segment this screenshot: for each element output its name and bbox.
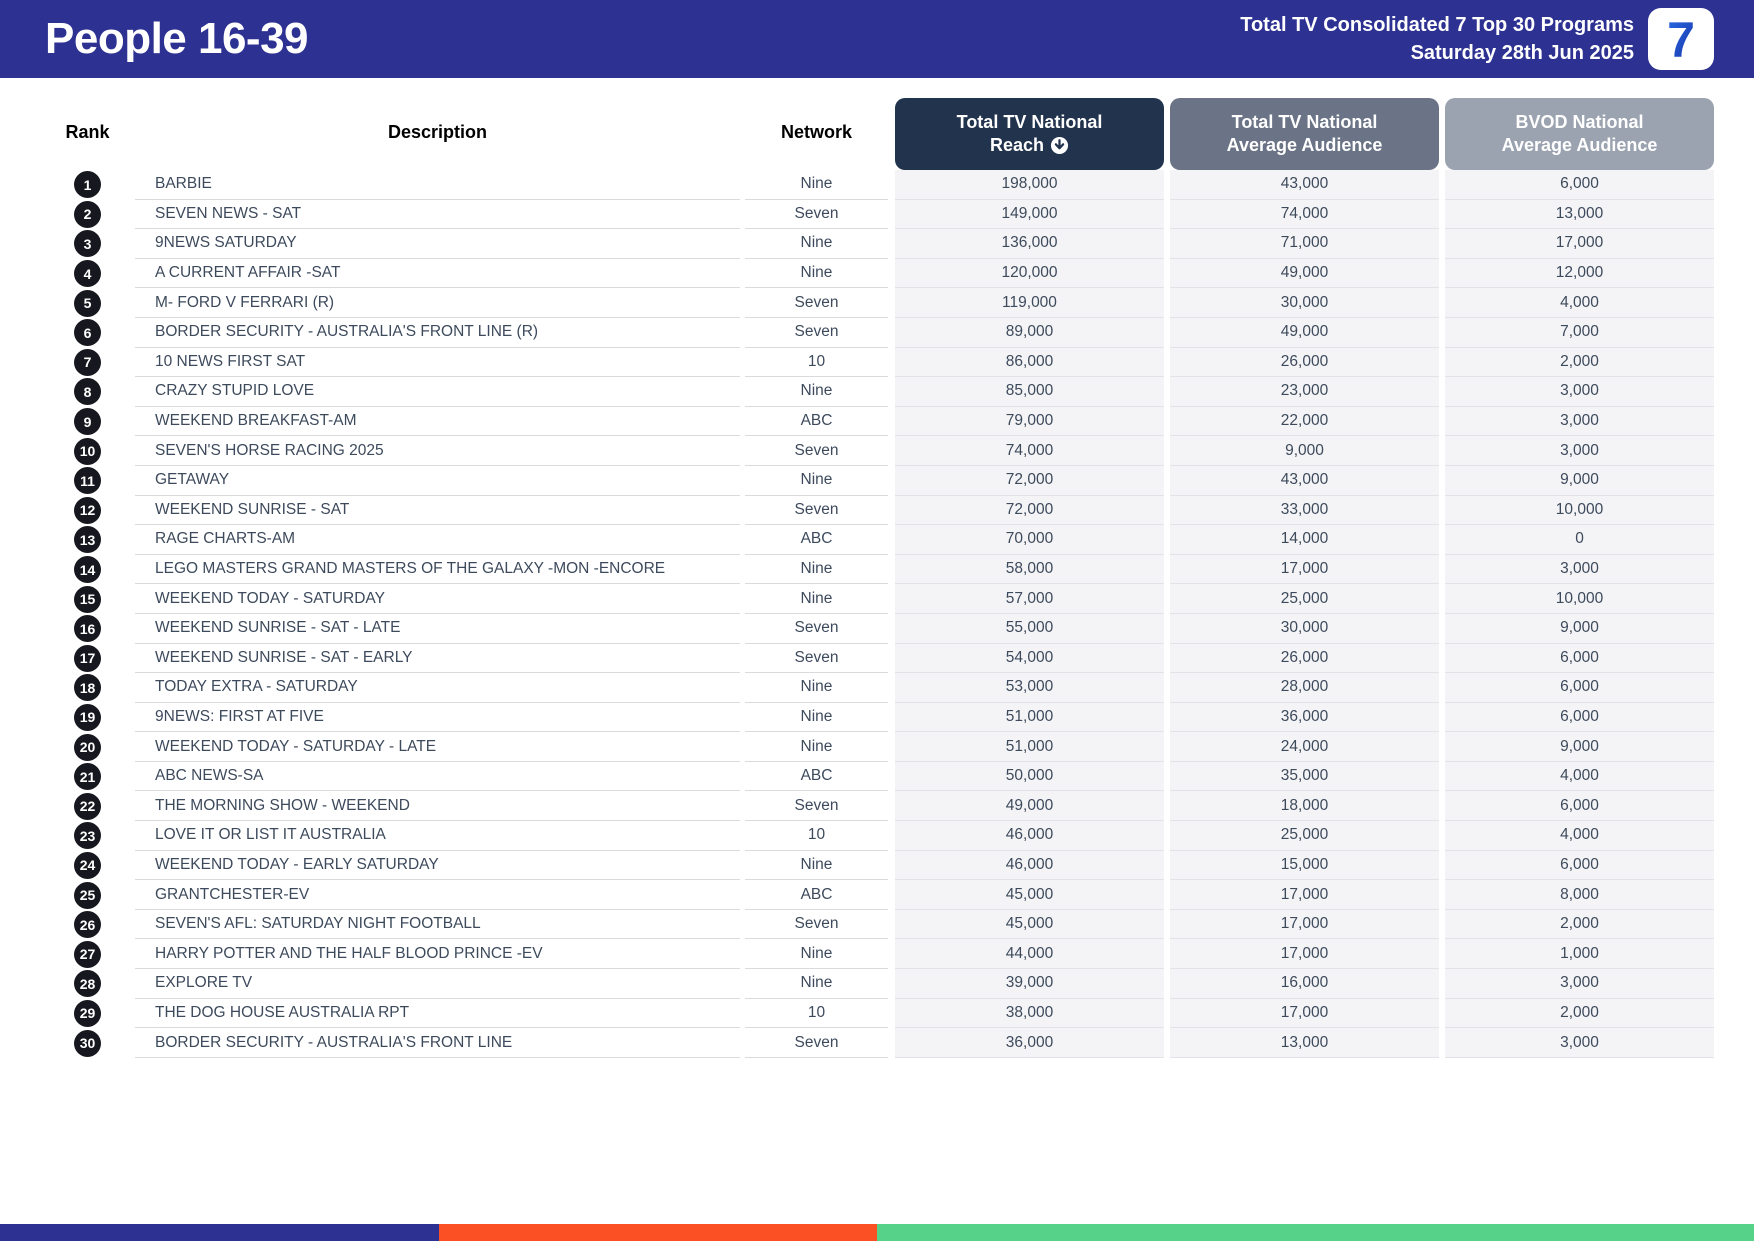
network-name: Seven [745,910,888,940]
reach-value: 89,000 [895,318,1164,348]
bvod-audience-value: 6,000 [1445,644,1714,674]
rank-cell [40,673,135,703]
program-description: HARRY POTTER AND THE HALF BLOOD PRINCE -EV [135,939,740,969]
table-row [40,880,1714,910]
reach-value: 120,000 [895,259,1164,289]
rank-cell [40,259,135,289]
header-band [0,0,1754,78]
rank-badge: 21 [74,763,101,790]
rank-cell [40,703,135,733]
program-description: SEVEN'S AFL: SATURDAY NIGHT FOOTBALL [135,910,740,940]
program-description: THE MORNING SHOW - WEEKEND [135,791,740,821]
reach-value: 70,000 [895,525,1164,555]
rank-cell [40,821,135,851]
avg-audience-value: 33,000 [1170,496,1439,526]
rank-badge: 4 [74,260,101,287]
program-description: LEGO MASTERS GRAND MASTERS OF THE GALAXY -MON -ENCORE [135,555,740,585]
avg-audience-value: 35,000 [1170,762,1439,792]
rank-cell [40,939,135,969]
table-row [40,407,1714,437]
bvod-audience-value: 7,000 [1445,318,1714,348]
avg-audience-value: 18,000 [1170,791,1439,821]
reach-value: 72,000 [895,496,1164,526]
network-name: Seven [745,644,888,674]
network-name: Nine [745,170,888,200]
network-name: Nine [745,939,888,969]
network-name: Nine [745,377,888,407]
network-name: Seven [745,1028,888,1058]
reach-value: 72,000 [895,466,1164,496]
avg-audience-value: 24,000 [1170,732,1439,762]
program-description: THE DOG HOUSE AUSTRALIA RPT [135,999,740,1029]
rank-badge: 10 [74,438,101,465]
rank-badge: 9 [74,408,101,435]
bvod-audience-value: 1,000 [1445,939,1714,969]
avg-audience-value: 43,000 [1170,466,1439,496]
program-description: BORDER SECURITY - AUSTRALIA'S FRONT LINE [135,1028,740,1058]
reach-value: 44,000 [895,939,1164,969]
bvod-audience-column-header[interactable] [1445,98,1714,170]
bvod-audience-value: 0 [1445,525,1714,555]
bvod-audience-value: 2,000 [1445,348,1714,378]
footer-bar-segment [439,1224,878,1241]
reach-value: 79,000 [895,407,1164,437]
reach-value: 55,000 [895,614,1164,644]
bvod-audience-value: 3,000 [1445,407,1714,437]
network-column-header: Network [780,122,852,142]
rank-cell [40,999,135,1029]
rank-badge: 3 [74,230,101,257]
reach-header-line2: Reach [989,135,1045,155]
rank-cell [40,200,135,230]
avg-audience-value: 26,000 [1170,348,1439,378]
network-name: Nine [745,259,888,289]
network-name: Nine [745,229,888,259]
top30-table [40,78,1714,1058]
table-row [40,200,1714,230]
network-name: Nine [745,732,888,762]
table-row [40,703,1714,733]
rank-badge: 13 [74,526,101,553]
program-description: BORDER SECURITY - AUSTRALIA'S FRONT LINE (R) [135,318,740,348]
program-description: WEEKEND BREAKFAST-AM [135,407,740,437]
rank-badge: 17 [74,645,101,672]
network-name: ABC [745,880,888,910]
rank-badge: 27 [74,941,101,968]
rank-badge: 28 [74,970,101,997]
table-row [40,318,1714,348]
description-column-header: Description [387,122,488,142]
avg-header-line2: Average Audience [1226,135,1383,155]
bvod-audience-value: 6,000 [1445,170,1714,200]
rank-badge: 14 [74,556,101,583]
network-name: Nine [745,969,888,999]
rank-cell [40,910,135,940]
avg-audience-value: 15,000 [1170,851,1439,881]
network-name: Nine [745,584,888,614]
program-description: 9NEWS: FIRST AT FIVE [135,703,740,733]
reach-value: 51,000 [895,732,1164,762]
table-header-row [40,78,1714,170]
bvod-audience-value: 4,000 [1445,762,1714,792]
avg-audience-value: 9,000 [1170,436,1439,466]
reach-value: 74,000 [895,436,1164,466]
bvod-audience-value: 6,000 [1445,703,1714,733]
bvod-header-line1: BVOD National [1515,111,1644,132]
program-description: M- FORD V FERRARI (R) [135,288,740,318]
reach-value: 45,000 [895,880,1164,910]
program-description: WEEKEND SUNRISE - SAT - LATE [135,614,740,644]
table-row [40,436,1714,466]
program-description: GRANTCHESTER-EV [135,880,740,910]
program-description: WEEKEND TODAY - EARLY SATURDAY [135,851,740,881]
reach-value: 46,000 [895,851,1164,881]
avg-audience-value: 23,000 [1170,377,1439,407]
table-row [40,584,1714,614]
reach-value: 136,000 [895,229,1164,259]
bvod-audience-value: 3,000 [1445,1028,1714,1058]
bvod-audience-value: 3,000 [1445,436,1714,466]
reach-value: 36,000 [895,1028,1164,1058]
rank-badge: 6 [74,319,101,346]
table-row [40,348,1714,378]
reach-value: 39,000 [895,969,1164,999]
table-row [40,229,1714,259]
subtitle-line1: Total TV Consolidated 7 Top 30 Programs [1240,14,1634,36]
bvod-audience-value: 4,000 [1445,821,1714,851]
rank-cell [40,969,135,999]
table-row [40,496,1714,526]
avg-audience-value: 36,000 [1170,703,1439,733]
program-description: ABC NEWS-SA [135,762,740,792]
table-row [40,910,1714,940]
reach-value: 198,000 [895,170,1164,200]
rank-badge: 1 [74,171,101,198]
table-row [40,288,1714,318]
program-description: EXPLORE TV [135,969,740,999]
rank-cell [40,880,135,910]
rank-badge: 2 [74,201,101,228]
rank-badge: 15 [74,586,101,613]
table-row [40,259,1714,289]
reach-value: 119,000 [895,288,1164,318]
table-row [40,821,1714,851]
rank-cell [40,377,135,407]
bvod-audience-value: 3,000 [1445,555,1714,585]
bvod-audience-value: 10,000 [1445,496,1714,526]
footer-bar-segment [0,1224,439,1241]
avg-audience-value: 74,000 [1170,200,1439,230]
avg-header-line1: Total TV National [1231,111,1378,132]
table-row [40,377,1714,407]
network-name: 10 [745,821,888,851]
program-description: WEEKEND TODAY - SATURDAY [135,584,740,614]
network-name: 10 [745,348,888,378]
table-row [40,939,1714,969]
avg-audience-value: 25,000 [1170,584,1439,614]
avg-audience-column-header[interactable] [1170,98,1439,170]
reach-value: 53,000 [895,673,1164,703]
rank-cell [40,791,135,821]
program-description: WEEKEND SUNRISE - SAT [135,496,740,526]
rank-badge: 24 [74,852,101,879]
network-name: Nine [745,673,888,703]
page-title: People 16-39 [45,14,309,63]
network-name: 10 [745,999,888,1029]
rank-cell [40,525,135,555]
table-row [40,614,1714,644]
rank-cell [40,348,135,378]
rank-cell [40,496,135,526]
rank-cell [40,584,135,614]
avg-audience-value: 13,000 [1170,1028,1439,1058]
table-row [40,525,1714,555]
reach-value: 57,000 [895,584,1164,614]
table-row [40,851,1714,881]
bvod-audience-value: 13,000 [1445,200,1714,230]
bvod-audience-value: 4,000 [1445,288,1714,318]
program-description: RAGE CHARTS-AM [135,525,740,555]
reach-value: 51,000 [895,703,1164,733]
reach-value: 50,000 [895,762,1164,792]
avg-audience-value: 30,000 [1170,288,1439,318]
rank-cell [40,436,135,466]
program-description: 10 NEWS FIRST SAT [135,348,740,378]
reach-value: 38,000 [895,999,1164,1029]
table-row [40,762,1714,792]
footer-color-bar [0,1224,1754,1241]
bvod-audience-value: 12,000 [1445,259,1714,289]
rank-cell [40,170,135,200]
report-subtitle [1240,11,1634,67]
rank-cell [40,1028,135,1058]
network-name: Seven [745,200,888,230]
avg-audience-value: 49,000 [1170,259,1439,289]
bvod-audience-value: 2,000 [1445,910,1714,940]
table-row [40,555,1714,585]
reach-header-line1: Total TV National [956,111,1103,132]
reach-column-header[interactable] [895,98,1164,170]
table-body [40,170,1714,1058]
table-row [40,466,1714,496]
bvod-header-line2: Average Audience [1501,135,1658,155]
avg-audience-value: 14,000 [1170,525,1439,555]
avg-audience-value: 26,000 [1170,644,1439,674]
program-description: WEEKEND SUNRISE - SAT - EARLY [135,644,740,674]
bvod-audience-value: 8,000 [1445,880,1714,910]
bvod-audience-value: 10,000 [1445,584,1714,614]
program-description: A CURRENT AFFAIR -SAT [135,259,740,289]
rank-cell [40,318,135,348]
rank-badge: 23 [74,822,101,849]
rank-badge: 8 [74,378,101,405]
rank-cell [40,851,135,881]
rank-cell [40,762,135,792]
rank-cell [40,229,135,259]
avg-audience-value: 49,000 [1170,318,1439,348]
network-name: Seven [745,614,888,644]
avg-audience-value: 25,000 [1170,821,1439,851]
network-name: Seven [745,791,888,821]
reach-value: 86,000 [895,348,1164,378]
bvod-audience-value: 3,000 [1445,969,1714,999]
reach-value: 49,000 [895,791,1164,821]
network-name: Seven [745,318,888,348]
table-row [40,791,1714,821]
rank-badge: 25 [74,882,101,909]
rank-badge: 16 [74,615,101,642]
program-description: BARBIE [135,170,740,200]
network-name: Seven [745,288,888,318]
seven-network-logo-icon [1648,8,1714,70]
avg-audience-value: 17,000 [1170,910,1439,940]
bvod-audience-value: 6,000 [1445,791,1714,821]
reach-value: 46,000 [895,821,1164,851]
footer-bar-segment [877,1224,1754,1241]
program-description: WEEKEND TODAY - SATURDAY - LATE [135,732,740,762]
bvod-audience-value: 3,000 [1445,377,1714,407]
rank-badge: 11 [74,467,101,494]
circle-down-arrow-icon [1050,136,1069,155]
network-name: ABC [745,762,888,792]
rank-cell [40,407,135,437]
network-name: Nine [745,466,888,496]
bvod-audience-value: 9,000 [1445,466,1714,496]
network-name: Nine [745,555,888,585]
network-name: Seven [745,436,888,466]
network-name: Nine [745,703,888,733]
avg-audience-value: 17,000 [1170,555,1439,585]
avg-audience-value: 22,000 [1170,407,1439,437]
rank-badge: 29 [74,1000,101,1027]
avg-audience-value: 17,000 [1170,939,1439,969]
program-description: LOVE IT OR LIST IT AUSTRALIA [135,821,740,851]
table-row [40,732,1714,762]
rank-badge: 7 [74,349,101,376]
header-right [1240,8,1754,70]
bvod-audience-value: 9,000 [1445,614,1714,644]
rank-cell [40,288,135,318]
network-name: Nine [745,851,888,881]
program-description: TODAY EXTRA - SATURDAY [135,673,740,703]
table-row [40,170,1714,200]
bvod-audience-value: 2,000 [1445,999,1714,1029]
rank-cell [40,644,135,674]
subtitle-line2: Saturday 28th Jun 2025 [1410,42,1634,64]
table-row [40,673,1714,703]
reach-value: 149,000 [895,200,1164,230]
avg-audience-value: 30,000 [1170,614,1439,644]
avg-audience-value: 28,000 [1170,673,1439,703]
table-row [40,969,1714,999]
rank-badge: 30 [74,1030,101,1057]
avg-audience-value: 71,000 [1170,229,1439,259]
table-row [40,644,1714,674]
rank-badge: 5 [74,290,101,317]
program-description: SEVEN NEWS - SAT [135,200,740,230]
network-name: Seven [745,496,888,526]
bvod-audience-value: 6,000 [1445,851,1714,881]
avg-audience-value: 43,000 [1170,170,1439,200]
rank-badge: 22 [74,793,101,820]
reach-value: 54,000 [895,644,1164,674]
table-row [40,1028,1714,1058]
program-description: 9NEWS SATURDAY [135,229,740,259]
reach-value: 58,000 [895,555,1164,585]
rank-badge: 12 [74,497,101,524]
rank-badge: 19 [74,704,101,731]
program-description: CRAZY STUPID LOVE [135,377,740,407]
bvod-audience-value: 6,000 [1445,673,1714,703]
avg-audience-value: 17,000 [1170,999,1439,1029]
program-description: SEVEN'S HORSE RACING 2025 [135,436,740,466]
rank-badge: 18 [74,674,101,701]
rank-cell [40,466,135,496]
network-name: ABC [745,525,888,555]
rank-badge: 26 [74,911,101,938]
bvod-audience-value: 9,000 [1445,732,1714,762]
bvod-audience-value: 17,000 [1445,229,1714,259]
rank-column-header: Rank [65,122,110,142]
rank-cell [40,555,135,585]
program-description: GETAWAY [135,466,740,496]
avg-audience-value: 17,000 [1170,880,1439,910]
svg-text:7: 7 [1667,13,1695,65]
rank-cell [40,614,135,644]
reach-value: 85,000 [895,377,1164,407]
rank-badge: 20 [74,734,101,761]
rank-cell [40,732,135,762]
table-row [40,999,1714,1029]
reach-value: 45,000 [895,910,1164,940]
network-name: ABC [745,407,888,437]
avg-audience-value: 16,000 [1170,969,1439,999]
